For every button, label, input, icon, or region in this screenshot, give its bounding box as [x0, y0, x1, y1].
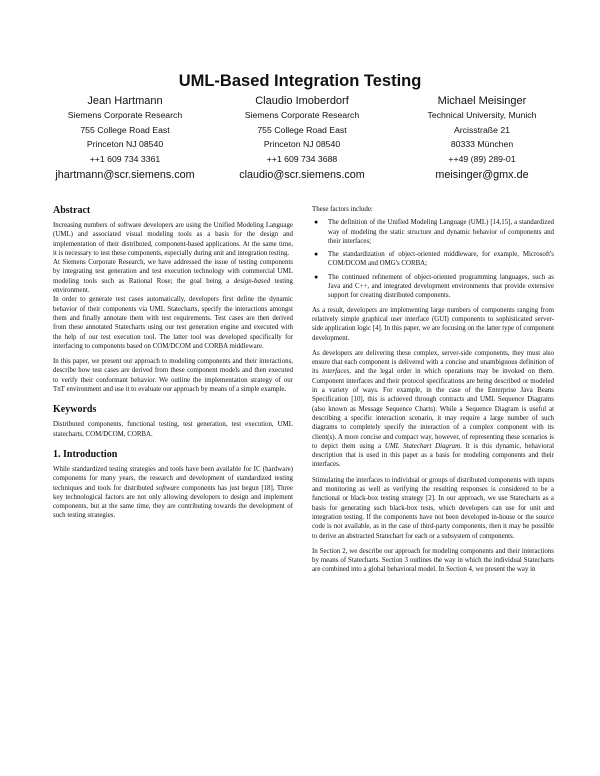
author-email[interactable]: jhartmann@scr.siemens.com [55, 169, 195, 182]
body-paragraph: Stimulating the interfaces to individual or groups of distributed components with inputs and monitoring as well as verifying the resulting responses is considered to be a functional or black-box testing strategy [2]. In our approach, we use Statecharts as a basis for generating such black-box tests, which developers can use for unit and integration testing. If the components have not been developed in-house or the source code is not available, as in the case of third-party components, then it may be possible to derive an abstracted Statechart for each or a subsystem of components. [312, 476, 554, 540]
author-org: Siemens Corporate Research [67, 110, 183, 120]
author-phone: ++49 (89) 289-01 [448, 153, 516, 164]
factors-lead: These factors include: [312, 206, 373, 213]
author-name: Michael Meisinger [437, 95, 527, 107]
paper-title: UML-Based Integration Testing [178, 72, 422, 90]
body-paragraph: As developers are delivering these complex, server-side components, they must also ensure that each component is delivered with a concise and unambiguous definition of its interfaces, and the legal order in which operations may be invoked on them. Component interfaces and their protocol specifications are being described or modeled in a variety of ways. For example, in the case of the Enterprise Java Beans Specification [10], this is achieved through contracts and UML Sequence Diagrams (also known as Message Sequence Charts). While a Sequence Diagram is useful at describing a specific interaction scenario, it may require a large number of such diagrams to completely specify the interaction of a complex component with its client(s). A more concise and compact way, however, of representing these scenarios is to depict them using a UML Statechart Diagram. It is this dynamic, behavioral description that is used in this paper as a basis for modeling components and their interfaces. [312, 349, 555, 469]
abstract-paragraph: At Siemens Corporate Research, we have addressed the issue of testing components by integrating test generation and test execution technology with commercial UML modeling tools such as Rational Rose; the goal being a design-based testing environment. [53, 259, 293, 295]
author-block [392, 95, 572, 182]
author-city: Princeton NJ 08540 [263, 139, 341, 150]
author-phone: ++1 609 734 3688 [266, 153, 338, 164]
list-item: ● The continued refinement of object-oriented programming languages, such as Java and C++, and integrated development environments that provide extensive support for creating distributed components. [314, 272, 554, 300]
factors-list [312, 218, 554, 300]
author-org: Technical University, Munich [427, 110, 537, 120]
author-email[interactable]: claudio@scr.siemens.com [239, 169, 365, 182]
author-street: Arcisstraße 21 [453, 124, 510, 135]
author-org: Siemens Corporate Research [244, 110, 360, 120]
author-city: 80333 München [450, 139, 514, 150]
introduction-heading: 1. Introduction [53, 448, 118, 460]
abstract-heading: Abstract [53, 205, 91, 216]
body-paragraph: In Section 2, we describe our approach for modeling components and their interactions by means of Statecharts. Section 3 outlines the way in which the individual Statecharts are combined into a global behavioral model. In Section 4, we present the way in [312, 547, 554, 574]
list-item: ● The standardization of object-oriented middleware, for example, Microsoft's COM/DCOM and OMG's CORBA; [314, 250, 554, 268]
bullet-icon: ● [314, 218, 319, 227]
left-column [53, 205, 293, 521]
bullet-icon: ● [314, 272, 319, 281]
author-street: 755 College Road East [80, 124, 170, 135]
intro-paragraph: While standardized testing strategies and tools have been available for IC (hardware) components for many years, the research and development of standardized testing techniques and tools for distributed software components has just begun [18]. Three key technological factors are not only allowing developers to design and implement components, but at the same time, they are contributing towards the development of such testing strategies. [53, 465, 293, 520]
author-email[interactable]: meisinger@gmx.de [435, 169, 529, 182]
body-paragraph: As a result, developers are implementing large numbers of components ranging from relatively simple graphical user interface (GUI) components to sophisticated server-side application logic [4]. In this paper, we are focusing on the latter type of component development. [312, 306, 554, 342]
author-phone: ++1 609 734 3361 [89, 153, 161, 164]
bullet-icon: ● [314, 250, 319, 259]
abstract-paragraph: In this paper, we present our approach to modeling components and their interactions, describe how test cases are derived from these component models and then executed to verify their conformant behavior. We outline the implementation strategy of our TnT environment and use it to evaluate our approach by means of a simple example. [53, 358, 293, 394]
keywords-heading: Keywords [53, 404, 97, 416]
author-block [212, 95, 392, 182]
author-block [35, 95, 215, 182]
author-city: Princeton NJ 08540 [86, 139, 164, 150]
author-name: Jean Hartmann [87, 95, 163, 107]
abstract-paragraph: In order to generate test cases automatically, developers first define the dynamic behavior of their components via UML Statecharts, specify the interactions amongst them and finally annotate them with test requirements. Test cases are then derived from these annotated Statecharts using our test generation engine and executed with the help of our test execution tool. The latter tool was developed specifically for interfacing to components based on COM/DCOM and CORBA middleware. [53, 296, 293, 350]
list-item: ● The definition of the Unified Modeling Language (UML) [14,15], a standardized way of modeling the static structure and dynamic behavior of components and their interfaces; [314, 218, 554, 245]
keywords-text: Distributed components, functional testing, test generation, test execution, UML statecharts, COM/DCOM, CORBA. [53, 421, 293, 438]
author-street: 755 College Road East [257, 124, 347, 135]
author-name: Claudio Imoberdorf [255, 95, 349, 107]
right-column [312, 205, 554, 575]
abstract-paragraph: Increasing numbers of software developers are using the Unified Modeling Language (UML) and associated visual modeling tools as a basis for the design and implementation of their distributed, component-based applications. At the same time, it is necessary to test these components, especially during unit and integration testing. [53, 222, 293, 257]
